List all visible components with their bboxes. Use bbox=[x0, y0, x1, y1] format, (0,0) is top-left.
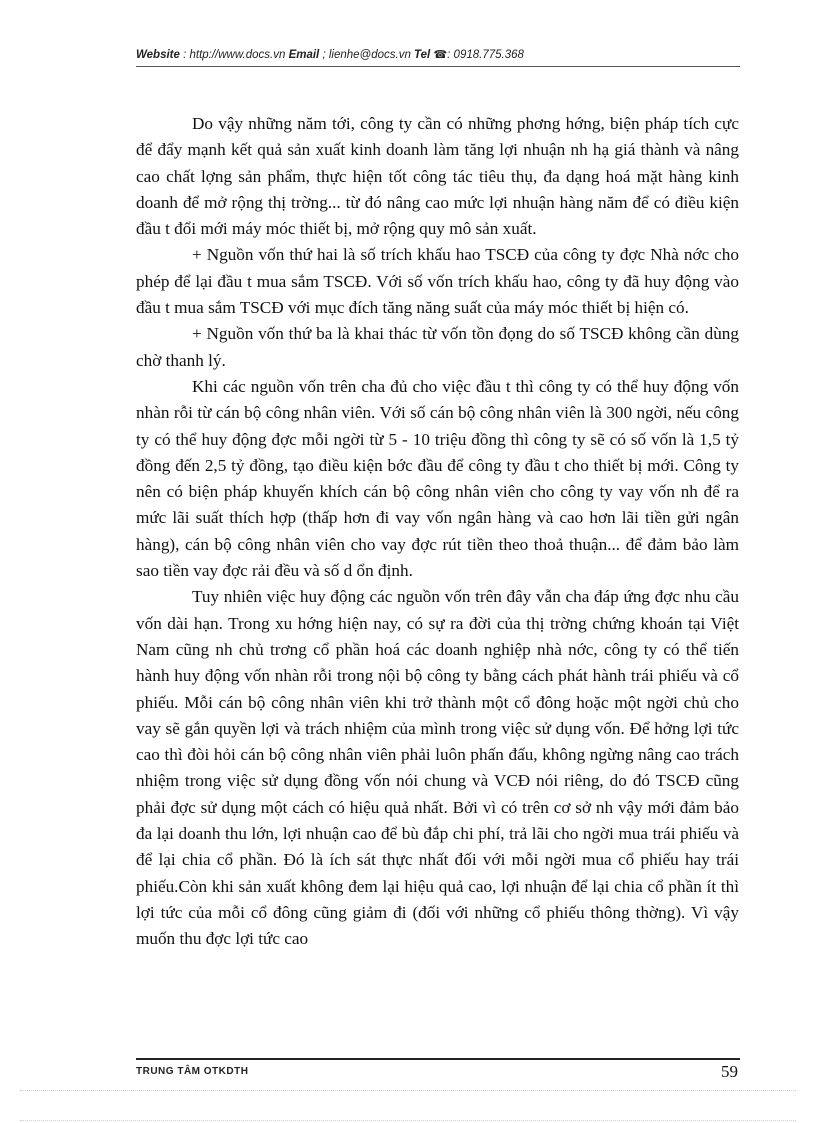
footer-divider bbox=[136, 1058, 740, 1060]
bottom-dotted-divider bbox=[20, 1120, 796, 1121]
paragraph: Khi các nguồn vốn trên cha đủ cho việc đầu t thì công ty có thể huy động vốn nhàn rỗi từ cán bộ công nhân viên. Với số cán bộ công nhân viên là 300 ngời, nếu công ty có thể huy động đợc mỗi ngời từ 5 - 10 triệu đồng thì công ty sẽ có số vốn là 1,5 tỷ đồng đến 2,5 tỷ đồng, tạo điều kiện bớc đầu để công ty đầu t cho thiết bị mới. Công ty nên có biện pháp khuyến khích cán bộ công nhân viên cho công ty vay vốn nh để ra mức lãi suất thích hợp (thấp hơn đi vay vốn ngân hàng và cao hơn lãi tiền gửi ngân hàng), cán bộ công nhân viên cho vay đợc rút tiền theo thoả thuận... để đảm bảo làm sao tiền vay đợc rải đều và số d ổn định. bbox=[136, 376, 739, 581]
page-header bbox=[136, 48, 740, 61]
email-label: Email bbox=[288, 49, 320, 61]
paragraph: + Nguồn vốn thứ ba là khai thác từ vốn tồn đọng do số TSCĐ không cần dùng chờ thanh lý. bbox=[136, 324, 739, 370]
phone-icon: ☎ bbox=[433, 49, 448, 61]
header-divider bbox=[136, 66, 740, 67]
paragraph: Tuy nhiên việc huy động các nguồn vốn trên đây vẫn cha đáp ứng đợc nhu cầu vốn dài hạn. Trong xu hớng hiện nay, có sự ra đời của thị trờng chứng khoán tại Việt Nam cũng nh chủ trơng cổ phần hoá các doanh nghiệp nhà nớc, công ty có thể tiến hành huy động vốn nhàn rỗi trong nội bộ công ty bằng cách phát hành trái phiếu và cổ phiếu. Mỗi cán bộ công nhân viên khi trở thành một cổ đông hoặc một ngời chủ cho vay sẽ gắn quyền lợi và trách nhiệm của mình trong việc sử dụng vốn. Để hởng lợi tức cao thì đòi hỏi cán bộ công nhân viên phải luôn phấn đấu, không ngừng nâng cao trách nhiệm trong việc sử dụng đồng vốn nói chung và VCĐ nói riêng, do đó TSCĐ cũng phải đợc sử dụng một cách có hiệu quả nhất. Bởi vì có trên cơ sở nh vậy mới đảm bảo đa lại doanh thu lớn, lợi nhuận cao để bù đắp chi phí, trả lãi cho ngời mua trái phiếu và để lại chia cổ phần. Đó là ích sát thực nhất đối với mỗi ngời mua cổ phiếu hay trái phiếu.Còn khi sản xuất không đem lại hiệu quả cao, lợi nhuận để lại chia cổ phần ít thì lợi tức của mỗi cổ đông cũng giảm đi (đối với những cổ phiếu thông thờng). Vì vậy muốn thu đợc lợi tức cao bbox=[136, 587, 739, 949]
website-label: Website bbox=[136, 49, 180, 61]
tel-value: : 0918.775.368 bbox=[447, 49, 524, 61]
paragraph: Do vậy những năm tới, công ty cần có những phơng hớng, biện pháp tích cực để đẩy mạnh kết quả sản xuất kinh doanh làm tăng lợi nhuận nh hạ giá thành và nâng cao chất lợng sản phẩm, thực hiện tốt công tác tiêu thụ, đa dạng hoá mặt hàng kinh doanh để mở rộng thị trờng... từ đó nâng cao mức lợi nhuận hàng năm để có điều kiện đầu t đổi mới máy móc thiết bị, mở rộng quy mô sản xuất. bbox=[136, 114, 739, 239]
email-separator: ; bbox=[319, 49, 329, 61]
tel-label: Tel bbox=[414, 49, 431, 61]
page-number: 59 bbox=[721, 1062, 738, 1081]
paragraph: + Nguồn vốn thứ hai là số trích khấu hao TSCĐ của công ty đợc Nhà nớc cho phép để lại đầu t mua sắm TSCĐ. Với số vốn trích khấu hao, công ty đã huy động vào đầu t mua sắm TSCĐ với mục đích tăng năng suất của máy móc thiết bị hiện có. bbox=[136, 245, 739, 318]
bottom-dotted-divider bbox=[20, 1090, 796, 1091]
website-separator: : bbox=[179, 49, 190, 61]
email-link[interactable]: lienhe@docs.vn bbox=[328, 49, 411, 61]
website-url-link[interactable]: http://www.docs.vn bbox=[189, 49, 286, 61]
document-body bbox=[136, 111, 739, 953]
footer-center-name: TRUNG TÂM OTKDTH bbox=[136, 1066, 249, 1077]
